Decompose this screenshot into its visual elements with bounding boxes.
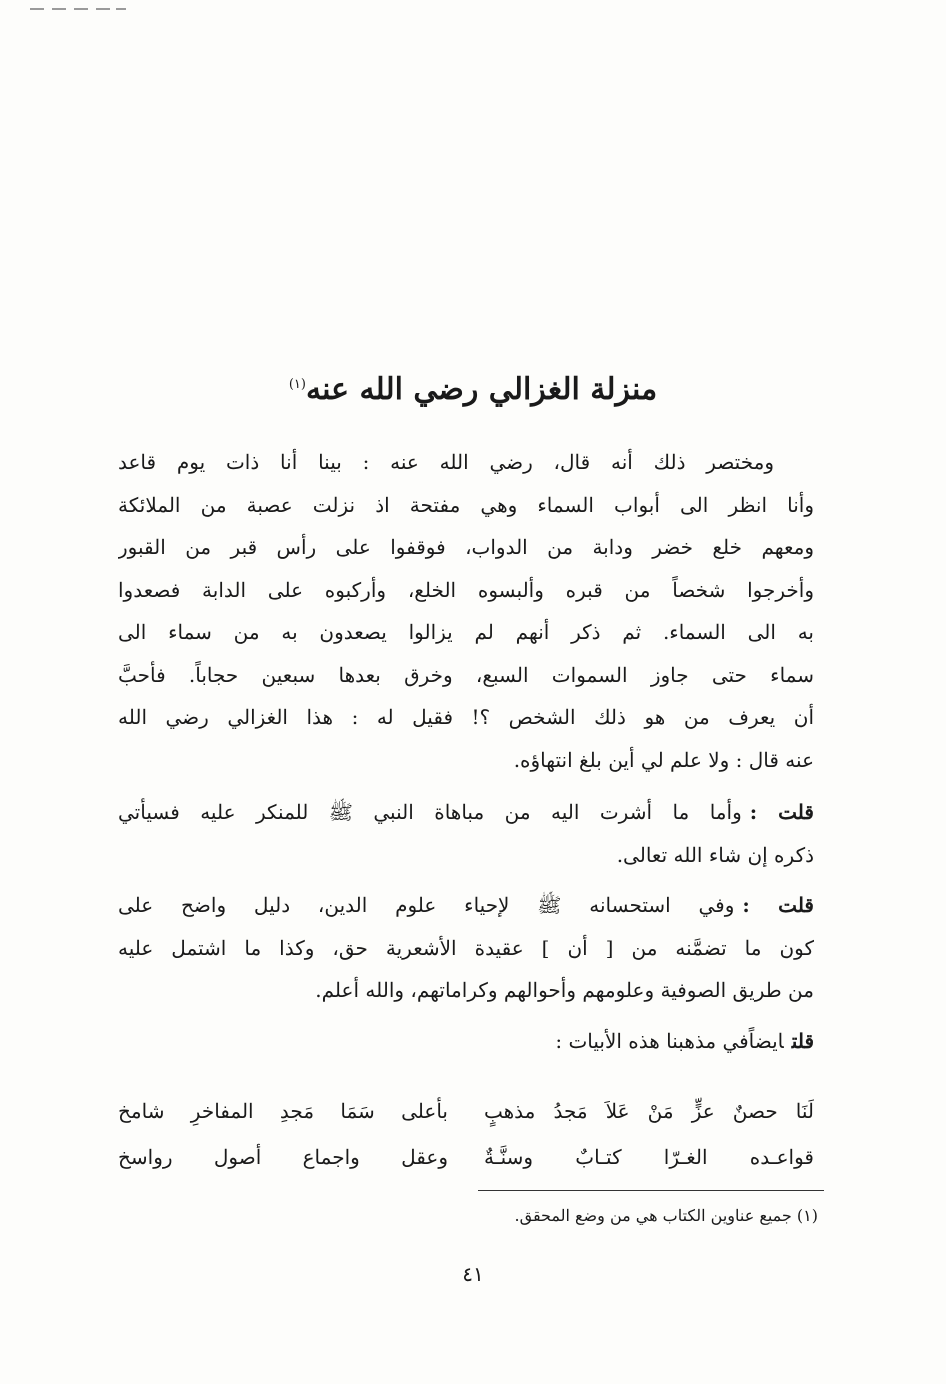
paragraph-line [118, 884, 814, 927]
verse-line [118, 1134, 814, 1180]
verse-line [118, 1088, 814, 1134]
paragraph-line: وأنا انظر الى أبواب السماء وهي مفتحة اذ نزلت عصبة من الملائكة [118, 492, 814, 517]
scan-mark [96, 8, 110, 10]
paragraph-line [118, 1020, 814, 1063]
paragraph-mubahat [118, 791, 814, 876]
scan-mark [52, 8, 66, 10]
page-title-text: منزلة الغزالي رضي الله عنه [305, 372, 658, 407]
paragraph-lead: قلت : [749, 800, 814, 824]
verse-first-hemistich: لَنَا حصنٌ عزٍّ مَنْ عَلاَ مَجدُ مذهبٍ [484, 1099, 814, 1123]
paragraph-lead: قلت [791, 1029, 814, 1053]
paragraph-ihya [118, 884, 814, 1012]
scan-mark [116, 8, 126, 10]
paragraph-line: ذكره إن شاء الله تعالى. [616, 842, 814, 867]
paragraph-lead: قلت : [742, 893, 814, 917]
verse-first-hemistich: قواعـده الغـرّا كتـابٌ وسنَّـةٌ [484, 1145, 814, 1169]
paragraph-line: عنه قال : ولا علم لي أين بلغ انتهاؤه. [513, 747, 814, 772]
paragraph-line: ومعهم خلع خضر ودابة من الدواب، فوقفوا على رأس قبر من القبور [118, 535, 814, 559]
scan-mark [30, 8, 44, 10]
paragraph-line: أن يعرف من هو ذلك الشخص ؟! فقيل له : هذا الغزالي رضي الله [118, 705, 814, 729]
paragraph-line: وأخرجوا شخصاً من قبره وألبسوه الخلع، وأركبوه على الدابة فصعدوا [118, 577, 814, 602]
paragraph-karama [118, 441, 814, 781]
scan-mark [74, 8, 88, 10]
paragraph-line: من طريق الصوفية وعلومهم وأحوالهم وكراماتهم، والله أعلم. [315, 978, 814, 1002]
poem [118, 1088, 814, 1180]
verse-second-hemistich: بأعلى سَمَا مَجدِ المفاخرِ شامخ [118, 1099, 448, 1123]
title-footnote-marker: (١) [288, 377, 306, 392]
paragraph-verses-intro [118, 1020, 814, 1063]
footnote: (١) جميع عناوين الكتاب هي من وضع المحقق. [514, 1206, 818, 1225]
page-title [0, 355, 946, 420]
paragraph-line: ومختصر ذلك أنه قال، رضي الله عنه : بينا أنا ذات يوم قاعد [118, 450, 774, 474]
paragraph-line: به الى السماء. ثم ذكر أنهم لم يزالوا يصعدون به من سماء الى [118, 620, 814, 644]
paragraph-line-text: وفي استحسانه ﷺ لإحياء علوم الدين، دليل واضح على [118, 893, 735, 917]
paragraph-line: كون ما تضمَّنه من [ أن ] عقيدة الأشعرية حق، وكذا ما اشتمل عليه [118, 935, 814, 960]
page-number: ٤١ [462, 1262, 484, 1286]
paragraph-line [118, 791, 814, 834]
paragraph-line-text: وأما ما أشرت اليه من مباهاة النبي ﷺ للمنكر عليه فسيأتي [118, 800, 742, 824]
verse-second-hemistich: وعقل واجماع أصول رواسخ [118, 1145, 448, 1169]
paragraph-line: سماء حتى جاوز السموات السبع، وخرق بعدها سبعين حجاباً. فأحبَّ [118, 662, 814, 687]
paragraph-line-text: ايضاًفي مذهبنا هذه الأبيات : [555, 1029, 784, 1053]
footnote-separator [478, 1190, 824, 1191]
